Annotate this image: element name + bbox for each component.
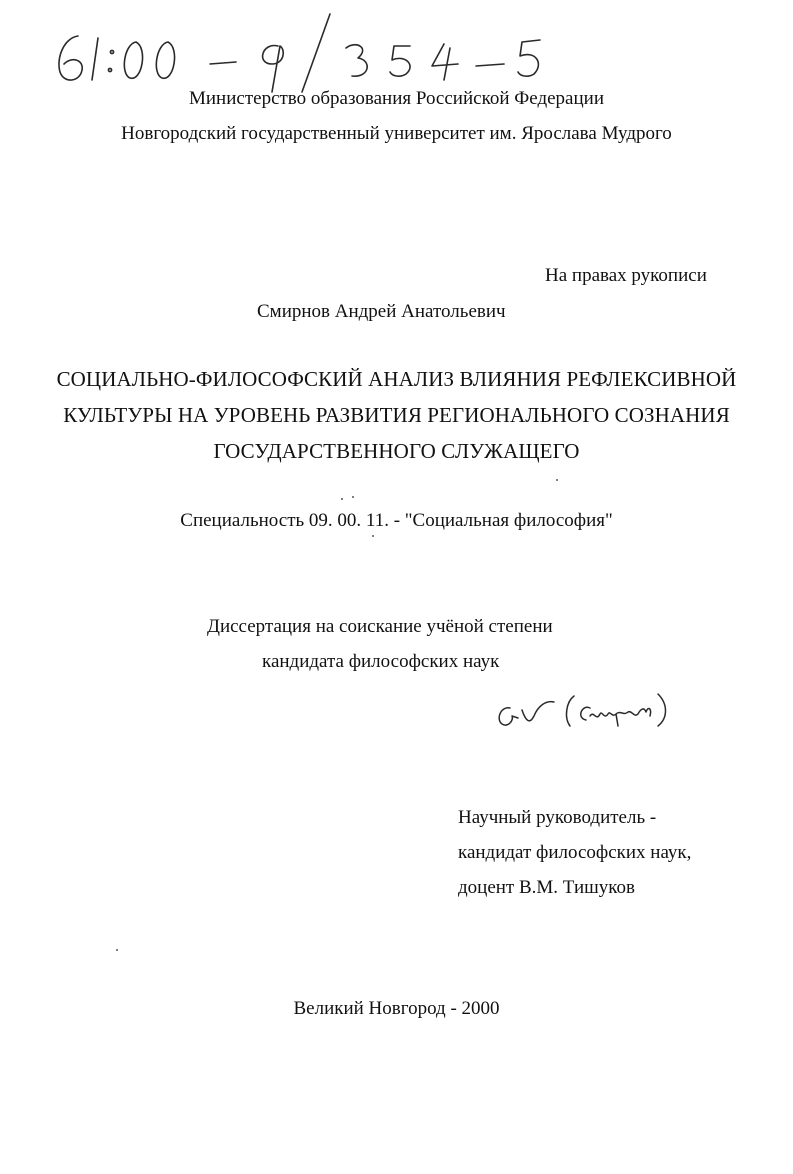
supervisor-line-2: кандидат философских наук, [458,842,692,863]
dissertation-line-2: кандидата философских наук [262,651,500,672]
dissertation-line-1: Диссертация на соискание учёной степени [207,616,553,637]
specialty: Специальность 09. 00. 11. - "Социальная философия" [180,510,613,531]
scan-speck [341,498,343,500]
university-name: Новгородский государственный университет им. Ярослава Мудрого [121,123,672,144]
supervisor-line-3: доцент В.М. Тишуков [458,877,635,898]
scan-speck [372,535,374,537]
author-name: Смирнов Андрей Анатольевич [257,301,506,322]
city-year: Великий Новгород - 2000 [293,998,500,1019]
author-signature [492,688,672,738]
scan-speck [352,496,354,498]
ministry-name: Министерство образования Российской Федерации [189,88,604,109]
title-line-1: СОЦИАЛЬНО-ФИЛОСОФСКИЙ АНАЛИЗ ВЛИЯНИЯ РЕФЛЕКСИВНОЙ [56,367,737,391]
title-line-3: ГОСУДАРСТВЕННОГО СЛУЖАЩЕГО [213,439,580,463]
scan-speck [116,949,118,951]
title-line-2: КУЛЬТУРЫ НА УРОВЕНЬ РАЗВИТИЯ РЕГИОНАЛЬНОГО СОЗНАНИЯ [63,403,730,427]
handwritten-catalog-number [40,8,560,98]
scan-speck [556,479,558,481]
manuscript-note: На правах рукописи [545,265,707,286]
supervisor-line-1: Научный руководитель - [458,807,657,828]
